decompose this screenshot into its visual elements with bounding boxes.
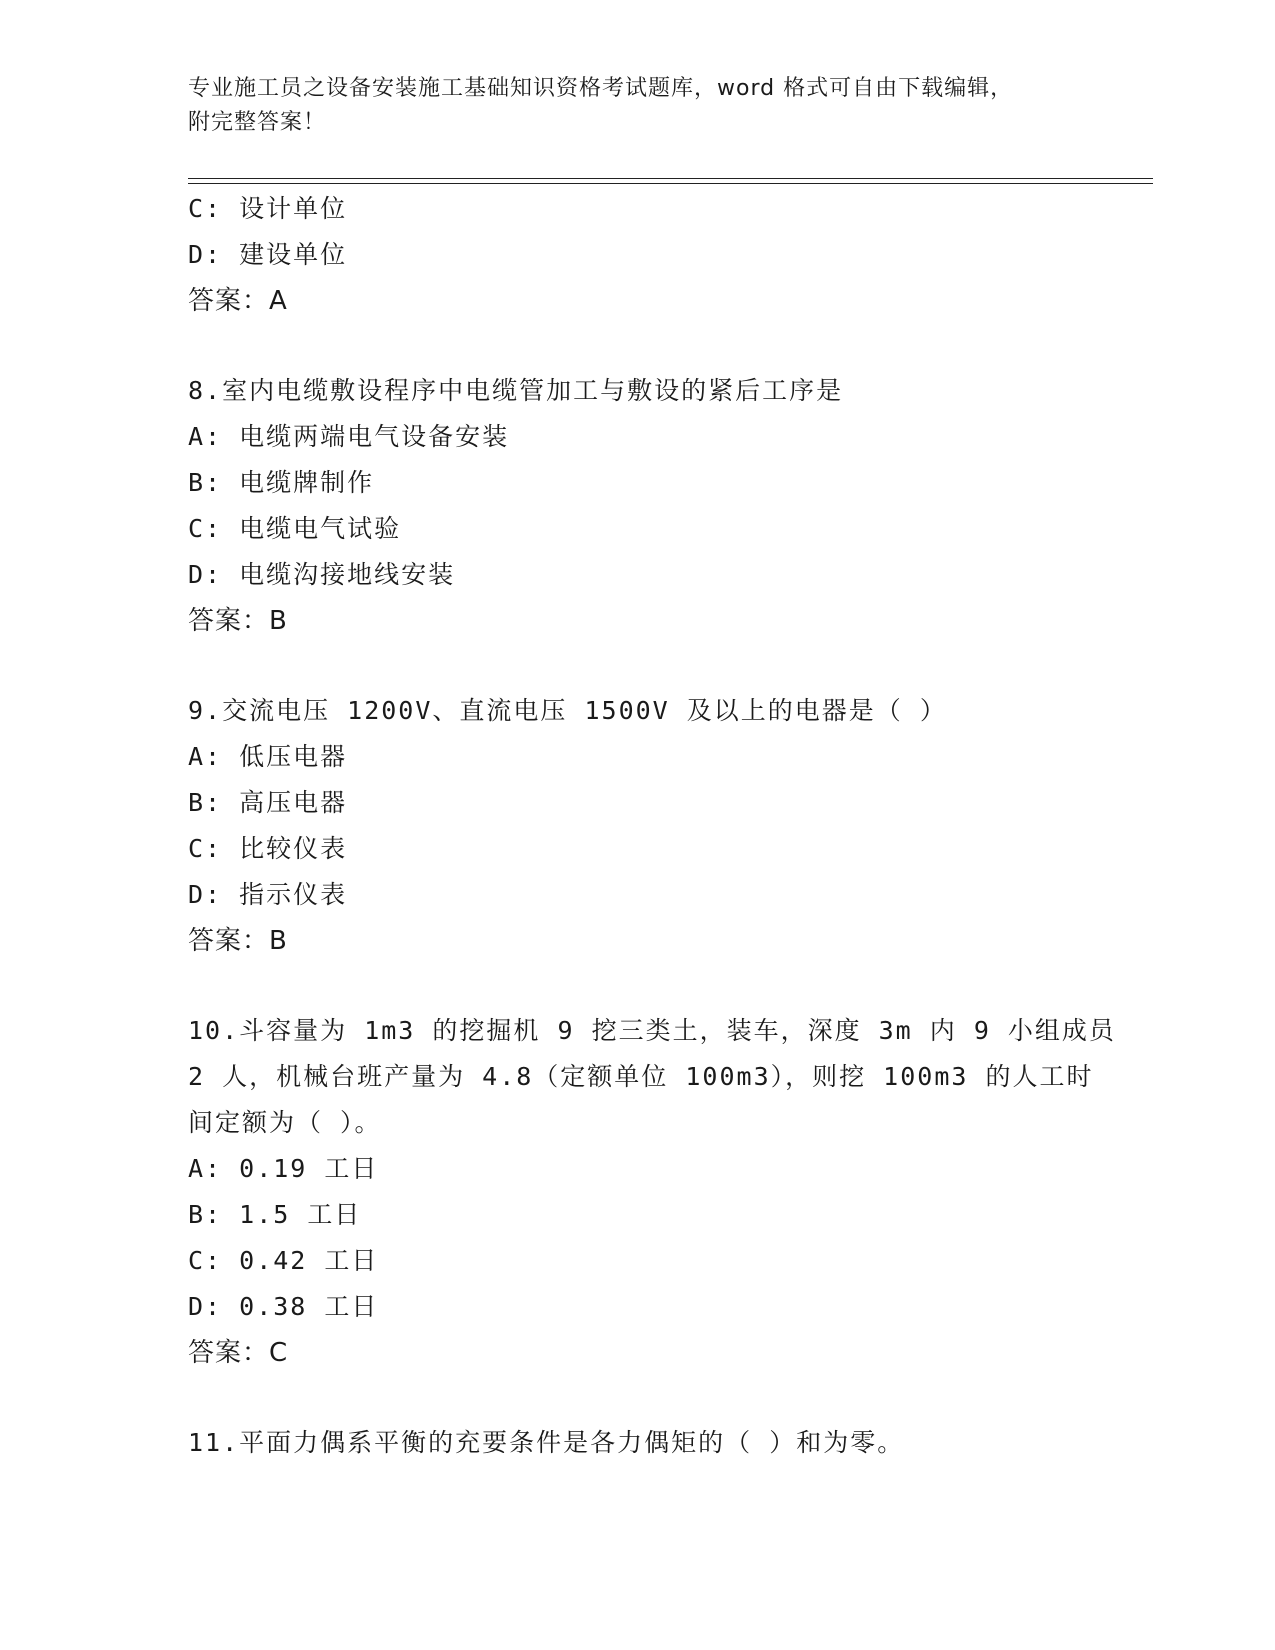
spacer <box>188 964 1088 1008</box>
spacer <box>188 644 1088 688</box>
question-stem-line-1: 10.斗容量为 1m3 的挖掘机 9 挖三类土，装车，深度 3m 内 9 小组成员 <box>188 1016 1116 1045</box>
question-11 <box>188 1420 1088 1466</box>
question-10 <box>188 1008 1116 1376</box>
spacer <box>188 324 1088 368</box>
question-8 <box>188 368 1088 644</box>
answer-label: 答案：C <box>188 1338 289 1368</box>
option-c: C: 设计单位 <box>188 194 348 223</box>
option-c: C: 比较仪表 <box>188 834 348 863</box>
option-d: D: 建设单位 <box>188 240 348 269</box>
option-a: A: 低压电器 <box>188 742 348 771</box>
question-7-tail <box>188 186 1088 324</box>
header-line-2: 附完整答案！ <box>188 110 327 135</box>
option-b: B: 1.5 工日 <box>188 1200 362 1229</box>
option-b: B: 高压电器 <box>188 788 348 817</box>
spacer <box>188 1376 1088 1420</box>
question-stem-line-3: 间定额为（ ）。 <box>188 1108 382 1137</box>
question-list <box>188 186 1116 1466</box>
answer-label: 答案：A <box>188 286 288 316</box>
document-header <box>188 72 1088 140</box>
option-d: D: 电缆沟接地线安装 <box>188 560 456 589</box>
option-c: C: 电缆电气试验 <box>188 514 402 543</box>
option-d: D: 指示仪表 <box>188 880 348 909</box>
option-b: B: 电缆牌制作 <box>188 468 375 497</box>
answer-label: 答案：B <box>188 926 288 956</box>
option-a: A: 电缆两端电气设备安装 <box>188 422 510 451</box>
header-line-1: 专业施工员之设备安装施工基础知识资格考试题库，word 格式可自由下载编辑， <box>188 76 1014 101</box>
question-stem: 11.平面力偶系平衡的充要条件是各力偶矩的（ ）和为零。 <box>188 1428 905 1457</box>
header-rule-bottom <box>188 183 1153 184</box>
option-a: A: 0.19 工日 <box>188 1154 379 1183</box>
question-stem-line-2: 2 人，机械台班产量为 4.8（定额单位 100m3），则挖 100m3 的人工时 <box>188 1062 1094 1091</box>
answer-label: 答案：B <box>188 606 288 636</box>
option-d: D: 0.38 工日 <box>188 1292 379 1321</box>
option-c: C: 0.42 工日 <box>188 1246 379 1275</box>
header-rule-top <box>188 178 1153 179</box>
question-stem: 9.交流电压 1200V、直流电压 1500V 及以上的电器是（ ） <box>188 696 947 725</box>
question-9 <box>188 688 1088 964</box>
question-stem: 8.室内电缆敷设程序中电缆管加工与敷设的紧后工序是 <box>188 376 844 405</box>
